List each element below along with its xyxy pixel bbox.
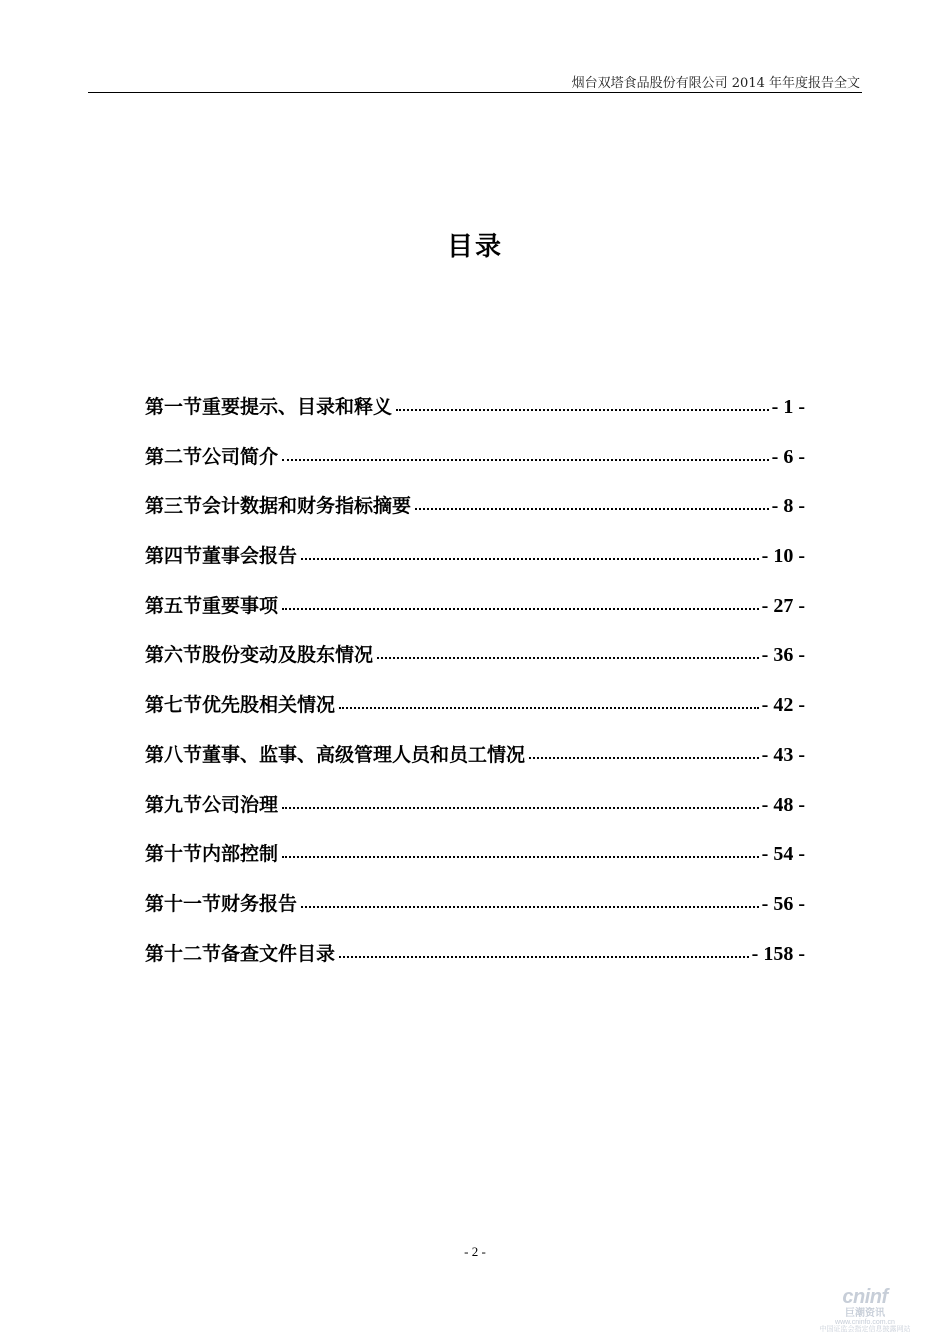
- toc-dot-leader: [377, 657, 759, 659]
- toc-entry-page[interactable]: - 43 -: [761, 743, 805, 766]
- toc-dot-leader: [415, 508, 769, 510]
- toc-entry-label[interactable]: 第七节优先股相关情况: [145, 694, 336, 717]
- toc-entry[interactable]: [145, 392, 805, 442]
- toc-entry[interactable]: [145, 889, 805, 939]
- toc-dot-leader: [282, 807, 759, 809]
- page-number: - 2 -: [464, 1244, 486, 1259]
- toc-entry[interactable]: [145, 939, 805, 989]
- watermark-logo: cninf: [842, 1285, 888, 1308]
- toc-dot-leader: [282, 459, 769, 461]
- toc-entry-page[interactable]: - 27 -: [761, 594, 805, 617]
- toc-entry-label[interactable]: 第三节会计数据和财务指标摘要: [145, 495, 412, 518]
- toc-entry-page[interactable]: - 42 -: [761, 694, 805, 717]
- toc-dot-leader: [396, 409, 769, 411]
- toc-entry-page[interactable]: - 54 -: [761, 843, 805, 866]
- toc-entry-page[interactable]: - 158 -: [751, 942, 805, 965]
- toc-entry[interactable]: [145, 790, 805, 840]
- toc-entry-label[interactable]: 第一节重要提示、目录和释义: [145, 396, 393, 418]
- toc-dot-leader: [282, 608, 759, 610]
- cninfo-watermark: [800, 1286, 930, 1334]
- toc-entry[interactable]: [145, 591, 805, 641]
- toc-entry[interactable]: [145, 740, 805, 790]
- toc-entry-page[interactable]: - 10 -: [761, 545, 805, 568]
- toc-entry-page[interactable]: - 6 -: [771, 445, 805, 468]
- toc-entry-label[interactable]: 第十节内部控制: [145, 843, 279, 866]
- toc-entry[interactable]: [145, 839, 805, 889]
- watermark-caption: 中国证监会指定信息披露网站: [819, 1326, 911, 1334]
- toc-entry-label[interactable]: 第四节董事会报告: [145, 545, 298, 568]
- toc-entry-label[interactable]: 第二节公司简介: [145, 445, 279, 468]
- toc-entry-page[interactable]: - 8 -: [771, 495, 805, 518]
- toc-entry-page[interactable]: - 36 -: [761, 644, 805, 667]
- toc-entry-page[interactable]: - 56 -: [761, 892, 805, 915]
- table-of-contents: [145, 392, 805, 988]
- toc-entry-label[interactable]: 第九节公司治理: [145, 793, 279, 816]
- watermark-subtitle: 巨潮资讯: [845, 1307, 885, 1319]
- toc-dot-leader: [339, 956, 749, 958]
- toc-entry[interactable]: [145, 541, 805, 591]
- toc-entry[interactable]: [145, 442, 805, 492]
- toc-entry-label[interactable]: 第六节股份变动及股东情况: [145, 644, 374, 667]
- toc-title: 目录: [446, 232, 503, 262]
- toc-dot-leader: [301, 906, 759, 908]
- toc-dot-leader: [339, 707, 759, 709]
- toc-dot-leader: [301, 558, 759, 560]
- toc-entry-page[interactable]: - 48 -: [761, 793, 805, 816]
- toc-entry-label[interactable]: 第五节重要事项: [145, 594, 279, 617]
- toc-dot-leader: [529, 757, 759, 759]
- watermark-url: www.cninfo.com.cn: [835, 1318, 895, 1326]
- toc-entry-label[interactable]: 第八节董事、监事、高级管理人员和员工情况: [145, 743, 526, 766]
- toc-entry[interactable]: [145, 640, 805, 690]
- toc-dot-leader: [282, 856, 759, 858]
- toc-entry-page[interactable]: - 1 -: [771, 396, 805, 418]
- toc-entry[interactable]: [145, 690, 805, 740]
- toc-entry-label[interactable]: 第十二节备查文件目录: [145, 942, 336, 965]
- toc-entry[interactable]: [145, 491, 805, 541]
- header-title: 烟台双塔食品股份有限公司 2014 年年度报告全文: [571, 76, 860, 91]
- header-divider: [88, 92, 862, 93]
- toc-entry-label[interactable]: 第十一节财务报告: [145, 892, 298, 915]
